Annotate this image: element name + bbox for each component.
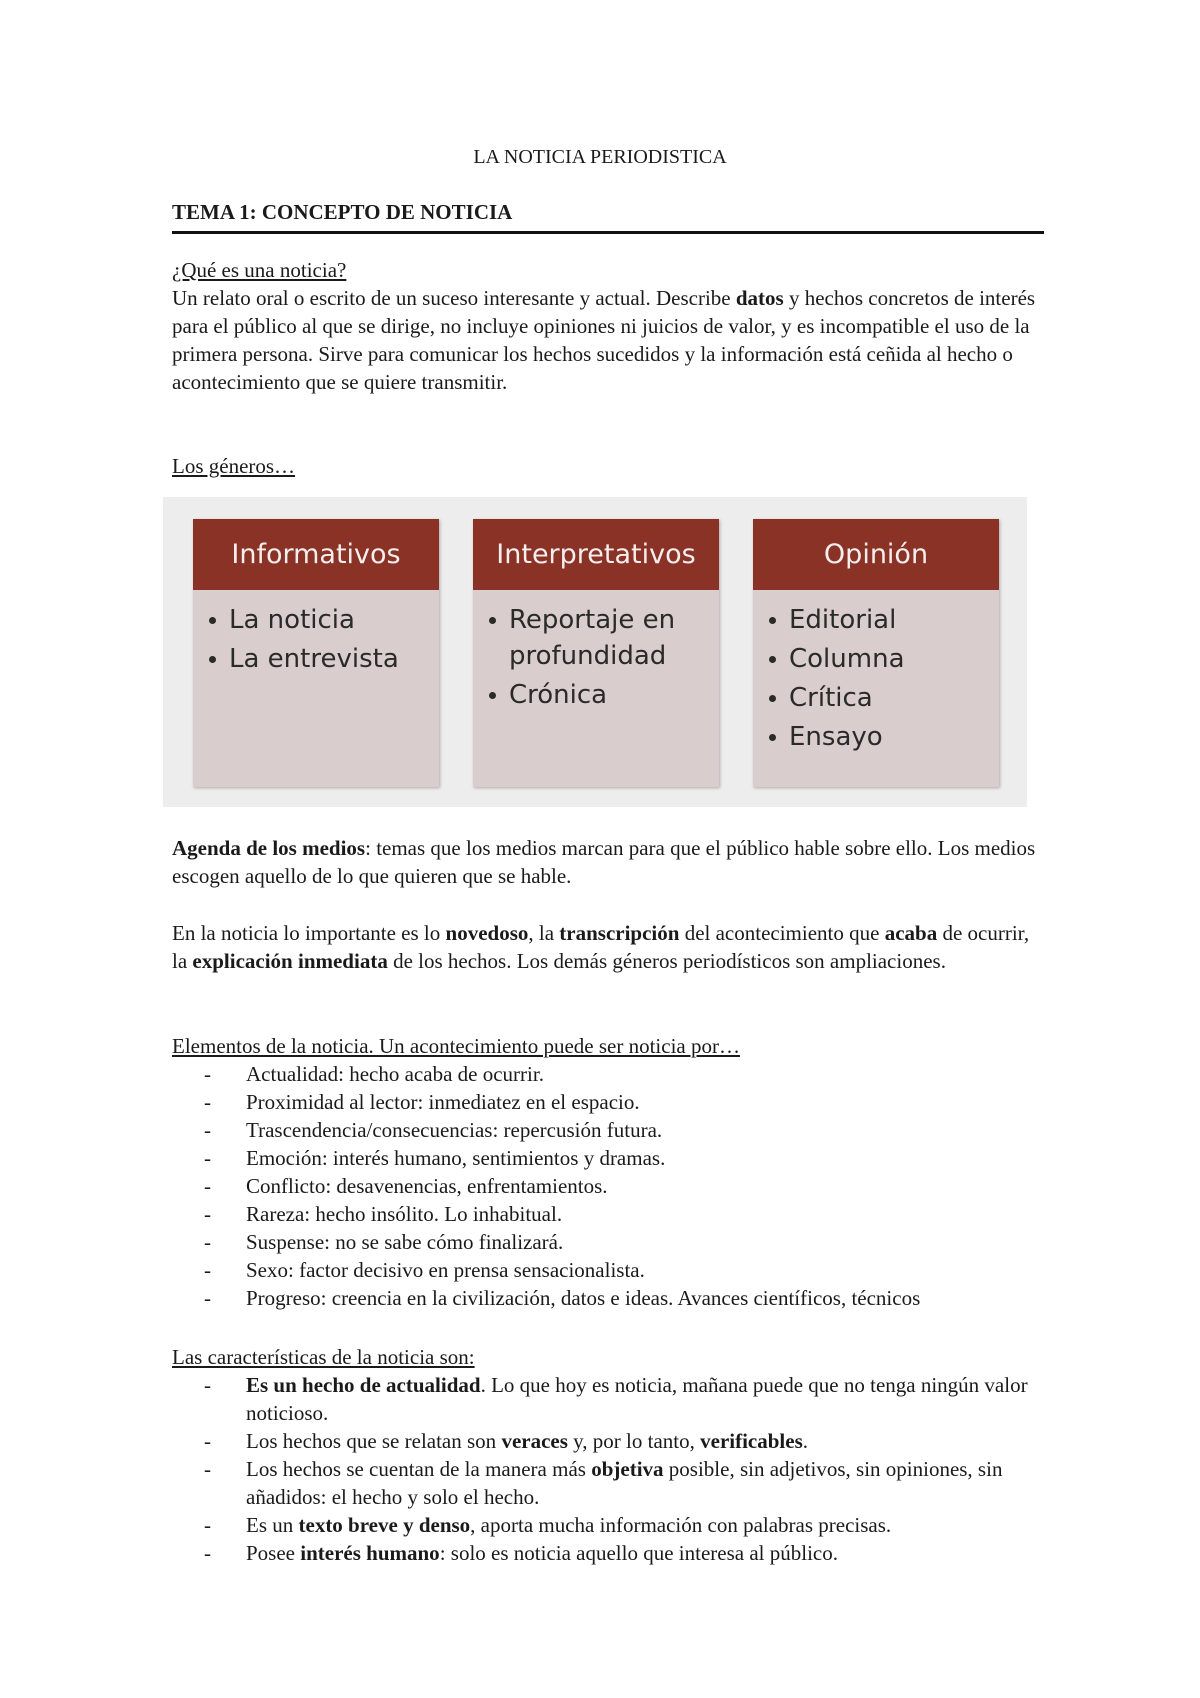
agenda-definition: : temas que los medios marcan para que el público hable sobre ello. Los medios escogen aquello de lo que quieren que se hable.: [172, 836, 1036, 888]
list-item-text: Actualidad: hecho acaba de ocurrir.: [246, 1062, 544, 1086]
genre-item: Editorial: [765, 602, 991, 638]
characteristics-title-block: [172, 1343, 1044, 1371]
dash-bullet: -: [204, 1457, 211, 1481]
genre-item: La noticia: [205, 602, 431, 638]
focus-text: de los hechos. Los demás géneros periodísticos son ampliaciones.: [387, 949, 946, 973]
list-item-text: Posee: [246, 1541, 301, 1565]
list-item-text: , aporta mucha información con palabras precisas.: [470, 1513, 892, 1537]
document-title: LA NOTICIA PERIODISTICA: [473, 146, 727, 168]
genre-card-title: Informativos: [193, 519, 439, 590]
dash-bullet: -: [204, 1286, 211, 1310]
genre-item: Ensayo: [765, 719, 991, 755]
list-item-text: Los hechos que se relatan son: [246, 1429, 502, 1453]
focus-bold: transcripción: [559, 921, 680, 945]
list-item: [172, 1172, 1044, 1200]
list-item-bold: verificables: [700, 1429, 803, 1453]
list-item-text: y, por lo tanto,: [567, 1429, 701, 1453]
list-item-text: Progreso: creencia en la civilización, datos e ideas. Avances científicos, técnicos: [246, 1286, 921, 1310]
list-item-text: Proximidad al lector: inmediatez en el espacio.: [246, 1090, 640, 1114]
focus-bold: explicación inmediata: [192, 949, 388, 973]
elements-list: [172, 1060, 1044, 1312]
definition-text-1: Un relato oral o escrito de un suceso interesante y actual. Describe: [172, 286, 736, 310]
section-heading: TEMA 1: CONCEPTO DE NOTICIA: [172, 200, 1044, 234]
definition-bold-datos: datos: [735, 286, 784, 310]
definition-section: [172, 256, 1044, 396]
list-item: [172, 1256, 1044, 1284]
list-item-text: . Lo que hoy es noticia, mañana puede que no tenga ningún valor noticioso.: [246, 1373, 1028, 1425]
agenda-paragraph: [172, 834, 1044, 890]
focus-text: En la noticia lo importante es lo: [172, 921, 446, 945]
list-item-bold: texto breve y denso: [298, 1513, 471, 1537]
list-item: [172, 1371, 1044, 1427]
list-item: [172, 1228, 1044, 1256]
elements-title-block: [172, 1032, 1044, 1060]
list-item-text: Es un: [246, 1513, 299, 1537]
list-item-bold: veraces: [501, 1429, 568, 1453]
dash-bullet: -: [204, 1230, 211, 1254]
genre-card-list: [753, 590, 999, 755]
list-item-text: Conflicto: desavenencias, enfrentamientos.: [246, 1174, 608, 1198]
list-item-text: .: [802, 1429, 809, 1453]
noticia-focus-text: [172, 919, 1044, 975]
list-item-bold: Es un hecho de actualidad: [246, 1373, 481, 1397]
dash-bullet: -: [204, 1174, 211, 1198]
dash-bullet: -: [204, 1373, 211, 1397]
characteristics-title: Las características de la noticia son:: [172, 1345, 475, 1369]
list-item-text: Rareza: hecho insólito. Lo inhabitual.: [246, 1202, 563, 1226]
genre-card-title: Opinión: [753, 519, 999, 590]
genre-card-list: [193, 590, 439, 677]
genre-card-informativos: [193, 519, 439, 787]
list-item: [172, 1060, 1044, 1088]
genre-item: Reportaje en profundidad: [485, 602, 711, 674]
list-item-text: Trascendencia/consecuencias: repercusión futura.: [246, 1118, 663, 1142]
list-item-text: Los hechos se cuentan de la manera más: [246, 1457, 592, 1481]
focus-bold: novedoso: [445, 921, 529, 945]
list-item-text: Emoción: interés humano, sentimientos y dramas.: [246, 1146, 666, 1170]
definition-question: ¿Qué es una noticia?: [172, 258, 347, 282]
characteristics-list: [172, 1371, 1044, 1567]
definition-text-2: y hechos concretos de interés para el público al que se dirige, no incluye opiniones ni juicios de valor, y es incompatible el uso de la primera persona. Sirve para comunicar los hechos sucedidos y la información está ceñida al hecho o acontecimiento que se quiere transmitir.: [172, 286, 1036, 394]
list-item: [172, 1455, 1044, 1511]
genres-diagram: [163, 497, 1027, 807]
genre-item: Crónica: [485, 677, 711, 713]
list-item: [172, 1088, 1044, 1116]
dash-bullet: -: [204, 1090, 211, 1114]
elements-title: Elementos de la noticia. Un acontecimiento puede ser noticia por…: [172, 1034, 740, 1058]
noticia-focus-paragraph: [172, 919, 1044, 975]
focus-text: de ocurrir, la: [172, 921, 1030, 973]
list-item: [172, 1427, 1044, 1455]
dash-bullet: -: [204, 1541, 211, 1565]
genre-card-opinion: [753, 519, 999, 787]
focus-bold: acaba: [884, 921, 938, 945]
list-item-bold: interés humano: [300, 1541, 440, 1565]
genres-label-block: [172, 452, 1044, 480]
list-item: [172, 1511, 1044, 1539]
focus-text: , la: [528, 921, 560, 945]
list-item: [172, 1200, 1044, 1228]
dash-bullet: -: [204, 1202, 211, 1226]
dash-bullet: -: [204, 1258, 211, 1282]
definition-paragraph: [172, 284, 1044, 396]
dash-bullet: -: [204, 1062, 211, 1086]
list-item: [172, 1539, 1044, 1567]
list-item-text: Suspense: no se sabe cómo finalizará.: [246, 1230, 564, 1254]
list-item-bold: objetiva: [591, 1457, 664, 1481]
dash-bullet: -: [204, 1118, 211, 1142]
genres-label: Los géneros…: [172, 454, 296, 478]
genre-card-title: Interpretativos: [473, 519, 719, 590]
genre-item: Crítica: [765, 680, 991, 716]
list-item: [172, 1284, 1044, 1312]
agenda-term: Agenda de los medios: [172, 836, 366, 860]
list-item: [172, 1116, 1044, 1144]
genre-item: La entrevista: [205, 641, 431, 677]
list-item-text: : solo es noticia aquello que interesa al público.: [439, 1541, 838, 1565]
list-item: [172, 1144, 1044, 1172]
dash-bullet: -: [204, 1429, 211, 1453]
focus-text: del acontecimiento que: [679, 921, 885, 945]
dash-bullet: -: [204, 1513, 211, 1537]
genre-card-interpretativos: [473, 519, 719, 787]
genre-card-list: [473, 590, 719, 713]
agenda-text: [172, 834, 1044, 890]
dash-bullet: -: [204, 1146, 211, 1170]
list-item-text: Sexo: factor decisivo en prensa sensacionalista.: [246, 1258, 645, 1282]
genre-item: Columna: [765, 641, 991, 677]
list-item-text: posible, sin adjetivos, sin opiniones, sin añadidos: el hecho y solo el hecho.: [246, 1457, 1003, 1509]
